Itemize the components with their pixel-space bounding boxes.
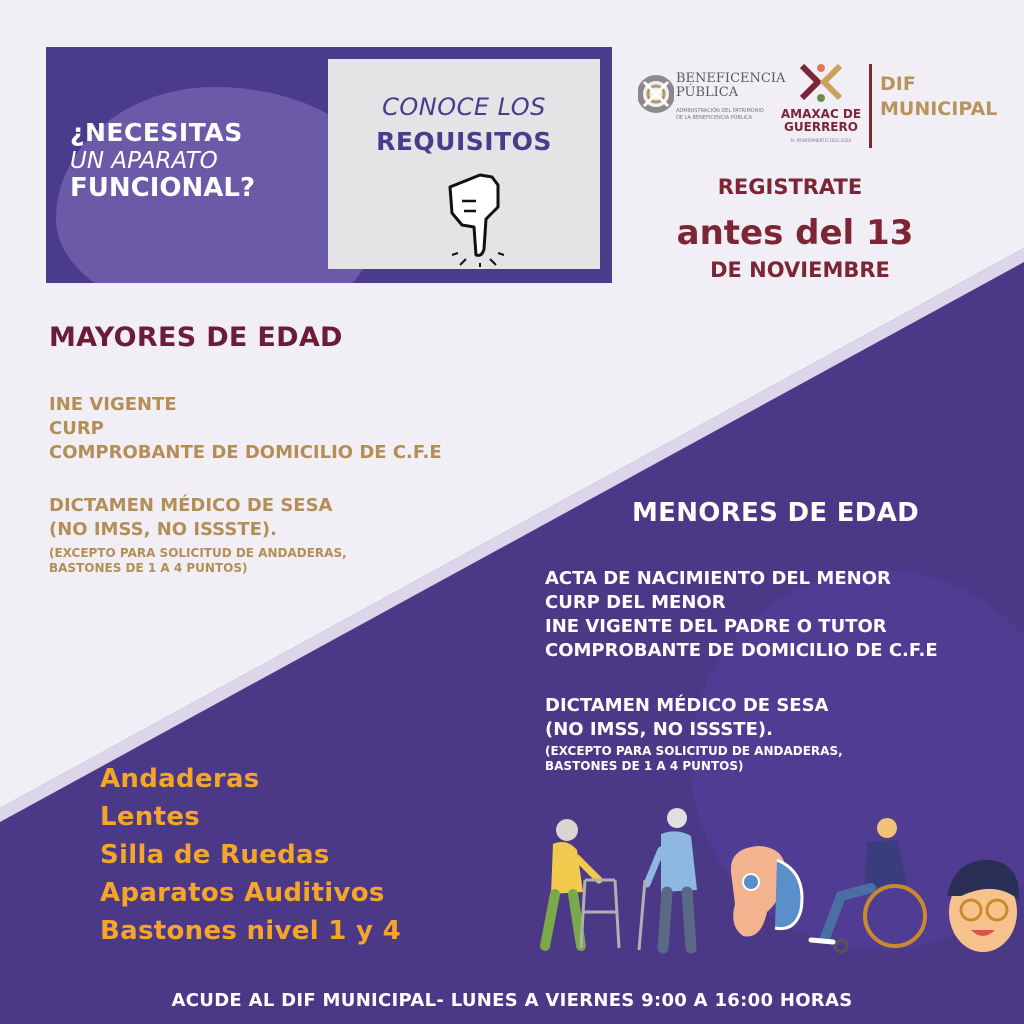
wheelchair-user-icon (811, 818, 925, 952)
amaxac-emblem-icon (798, 60, 844, 106)
minors-section-title: MENORES DE EDAD (632, 498, 919, 528)
logo-divider (869, 64, 872, 148)
adults-section-title: MAYORES DE EDAD (49, 322, 343, 353)
minors-req-acta: ACTA DE NACIMIENTO DEL MENOR (545, 568, 891, 589)
minors-dictamen (545, 694, 828, 742)
card-title-line2: REQUISITOS (376, 127, 552, 156)
minors-req-curp: CURP DEL MENOR (545, 592, 726, 613)
device-lentes: Lentes (100, 802, 201, 832)
dif-municipal-logo (880, 72, 1020, 121)
adults-req-curp: CURP (49, 418, 104, 439)
register-month: DE NOVIEMBRE (710, 258, 890, 282)
requirements-card[interactable] (328, 59, 600, 269)
amaxac-logo (775, 60, 867, 152)
hero-question-line2: UN APARATO (70, 147, 218, 174)
adults-note-line1: (EXCEPTO PARA SOLICITUD DE ANDADERAS, (49, 546, 347, 560)
device-bastones: Bastones nivel 1 y 4 (100, 916, 402, 946)
boy-glasses-icon (947, 860, 1019, 952)
elderly-man-cane-icon (639, 808, 697, 950)
minors-dictamen-line1: DICTAMEN MÉDICO DE SESA (545, 695, 829, 716)
register-label: REGISTRATE (717, 175, 863, 199)
hero-banner (46, 47, 612, 283)
hearing-aid-icon (731, 846, 802, 937)
minors-req-domicilio: COMPROBANTE DE DOMICILIO DE C.F.E (545, 640, 938, 661)
beneficencia-emblem-icon (638, 66, 674, 136)
pointing-hand-icon (440, 167, 510, 267)
adults-dictamen-line1: DICTAMEN MÉDICO DE SESA (49, 495, 333, 516)
illustrations (515, 800, 1024, 970)
device-silla-ruedas: Silla de Ruedas (100, 840, 330, 870)
devices-list (100, 760, 401, 950)
beneficencia-subtitle: ADMINISTRACIÓN DEL PATRIMONIO DE LA BENEFICENCIA PÚBLICA (676, 108, 764, 121)
adults-dictamen-line2: (NO IMSS, NO ISSSTE). (49, 519, 277, 540)
hero-question-line1: ¿NECESITAS (70, 118, 243, 147)
dif-line1: DIF (880, 73, 916, 95)
footer-schedule: ACUDE AL DIF MUNICIPAL- LUNES A VIERNES 9:00 A 16:00 HORAS (171, 990, 853, 1011)
minors-requirements (545, 567, 938, 663)
dif-line2: MUNICIPAL (880, 97, 998, 120)
adults-note-line2: BASTONES DE 1 A 4 PUNTOS) (49, 561, 248, 575)
device-andaderas: Andaderas (100, 764, 260, 794)
beneficencia-title: BENEFICENCIA PÚBLICA (676, 71, 786, 101)
adults-dictamen (49, 494, 332, 542)
device-aparatos-auditivos: Aparatos Auditivos (100, 878, 385, 908)
minors-note-line1: (EXCEPTO PARA SOLICITUD DE ANDADERAS, (545, 744, 843, 758)
amaxac-line1: AMAXAC DE (780, 107, 862, 121)
amaxac-name (775, 108, 867, 134)
minors-req-ine: INE VIGENTE DEL PADRE O TUTOR (545, 616, 887, 637)
register-deadline: antes del 13 (676, 213, 914, 253)
hero-question-line3: FUNCIONAL? (70, 173, 256, 204)
beneficencia-publica-logo (638, 66, 786, 144)
adults-note (49, 546, 347, 576)
minors-note (545, 744, 843, 774)
adults-req-ine: INE VIGENTE (49, 394, 177, 415)
amaxac-subtitle: H. AYUNTAMIENTO 2021-2024 (791, 138, 851, 143)
adults-req-domicilio: COMPROBANTE DE DOMICILIO DE C.F.E (49, 442, 442, 463)
minors-dictamen-line2: (NO IMSS, NO ISSSTE). (545, 719, 773, 740)
amaxac-line2: GUERRERO (784, 120, 858, 135)
elderly-woman-walker-icon (545, 819, 619, 948)
hero-question (70, 119, 350, 204)
minors-note-line2: BASTONES DE 1 A 4 PUNTOS) (545, 759, 744, 773)
card-title-line1: CONOCE LOS (382, 93, 546, 121)
adults-requirements (49, 393, 442, 465)
